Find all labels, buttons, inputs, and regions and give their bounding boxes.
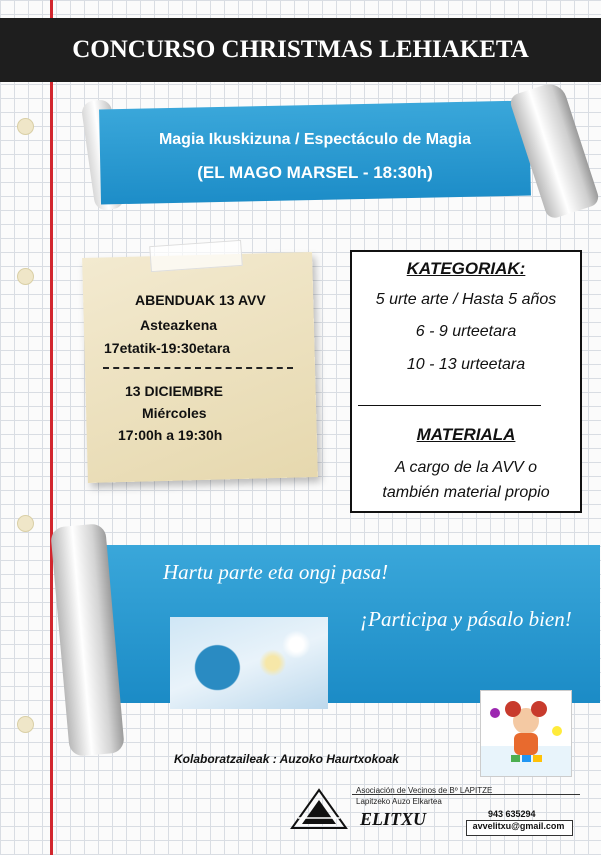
note-es-time: 17:00h a 19:30h	[118, 427, 223, 443]
collaborators-text: Kolaboratzaileak : Auzoko Haurtxokoak	[174, 752, 399, 766]
footer-rule	[352, 794, 580, 795]
event-title: Magia Ikuskizuna / Espectáculo de Magia	[158, 131, 472, 148]
child-painting-image	[480, 690, 572, 777]
footer-assoc-es: Asociación de Vecinos de Bº LAPITZE	[356, 786, 493, 795]
category-item: 5 urte arte / Hasta 5 años	[375, 291, 557, 308]
material-line: también material propio	[382, 484, 550, 501]
category-item: 10 - 13 urteetara	[406, 356, 526, 373]
child-illustration-icon	[481, 691, 571, 776]
event-banner	[99, 101, 531, 205]
footer-email[interactable]: avvelitxu@gmail.com	[472, 821, 565, 831]
association-logo-icon	[290, 788, 348, 835]
category-item: 6 - 9 urteetara	[415, 323, 517, 340]
material-heading: MATERIALA	[416, 425, 516, 444]
margin-line	[50, 0, 53, 855]
binder-hole	[17, 118, 34, 135]
note-es-date: 13 DICIEMBRE	[125, 383, 224, 399]
note-eu-time: 17etatik-19:30etara	[104, 340, 231, 356]
binder-hole	[17, 716, 34, 733]
promo-es: ¡Participa y pásalo bien!	[360, 607, 572, 631]
categories-heading: KATEGORIAK:	[406, 259, 526, 278]
categories-rule	[358, 405, 541, 406]
binder-hole	[17, 515, 34, 532]
note-eu-day: Asteazkena	[140, 317, 218, 333]
note-es-day: Miércoles	[142, 405, 207, 421]
footer-phone: 943 635294	[488, 809, 536, 819]
page-title: CONCURSO CHRISTMAS LEHIAKETA	[72, 36, 529, 63]
footer-logo-name: ELITXU	[360, 809, 427, 829]
note-divider	[103, 367, 293, 369]
promo-eu: Hartu parte eta ongi pasa!	[163, 560, 389, 584]
binder-hole	[17, 268, 34, 285]
christmas-ornament-image	[170, 617, 328, 709]
note-eu-date: ABENDUAK 13 AVV	[135, 292, 266, 308]
material-line: A cargo de la AVV o	[394, 459, 537, 476]
event-subtitle: (EL MAGO MARSEL - 18:30h)	[197, 163, 433, 182]
footer-assoc-eu: Lapitzeko Auzo Elkartea	[356, 797, 442, 806]
